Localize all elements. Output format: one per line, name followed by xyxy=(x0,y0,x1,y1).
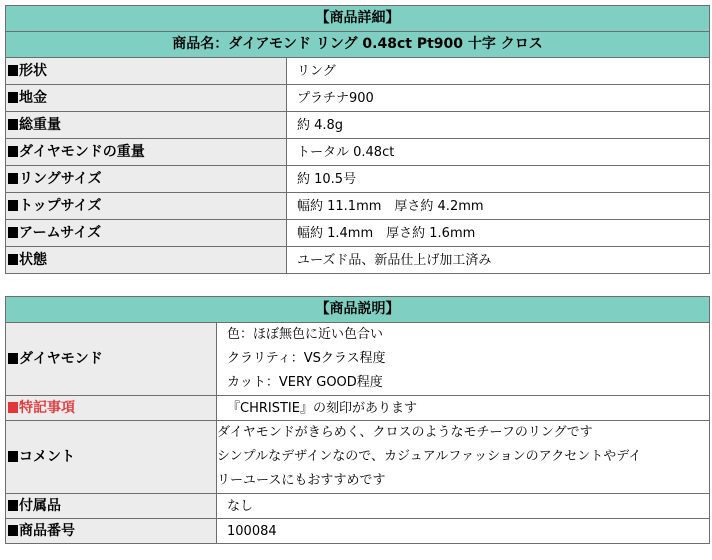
detail-label: 総重量 xyxy=(19,116,61,133)
detail-label: 状態 xyxy=(19,251,47,268)
detail-row xyxy=(6,166,710,193)
detail-value: トータル 0.48ct xyxy=(287,139,710,166)
detail-row xyxy=(6,139,710,166)
detail-row xyxy=(6,85,710,112)
square-bullet-icon xyxy=(8,525,18,536)
comment-line: リーユースにもおすすめです xyxy=(217,473,386,488)
accessories-value: なし xyxy=(217,494,710,519)
detail-label: 地金 xyxy=(19,89,47,106)
diamond-label: ダイヤモンド xyxy=(19,350,103,367)
detail-row xyxy=(6,247,710,274)
special-notes-row xyxy=(6,396,710,421)
detail-value: 約 4.8g xyxy=(287,112,710,139)
detail-row xyxy=(6,220,710,247)
square-bullet-icon xyxy=(8,500,18,511)
product-description-table xyxy=(5,296,710,544)
accessories-row xyxy=(6,494,710,519)
special-notes-value: 『CHRISTIE』の刻印があります xyxy=(217,396,710,421)
details-header: 【商品詳細】 xyxy=(6,6,710,32)
square-bullet-icon xyxy=(8,146,18,157)
detail-value: リング xyxy=(287,58,710,85)
square-bullet-icon xyxy=(8,402,18,413)
special-notes-label: 特記事項 xyxy=(19,399,75,416)
diamond-color: 色：ほぼ無色に近い色合い xyxy=(227,327,384,342)
comment-label: コメント xyxy=(19,448,75,465)
comment-line: シンプルなデザインなので、カジュアルファッションのアクセントやデイ xyxy=(217,449,642,464)
product-details-table xyxy=(5,5,710,274)
detail-value: 幅約 11.1mm 厚さ約 4.2mm xyxy=(287,193,710,220)
detail-row xyxy=(6,112,710,139)
product-name: 商品名：ダイアモンド リング 0.48ct Pt900 十字 クロス xyxy=(6,32,710,58)
product-number-label: 商品番号 xyxy=(19,522,75,539)
square-bullet-icon xyxy=(8,451,18,462)
square-bullet-icon xyxy=(8,200,18,211)
product-number-row xyxy=(6,519,710,544)
square-bullet-icon xyxy=(8,353,18,364)
detail-value: ユーズド品、新品仕上げ加工済み xyxy=(287,247,710,274)
square-bullet-icon xyxy=(8,119,18,130)
diamond-row xyxy=(6,323,710,396)
detail-label: リングサイズ xyxy=(19,170,102,187)
comment-row xyxy=(6,421,710,494)
detail-label: ダイヤモンドの重量 xyxy=(19,143,145,160)
square-bullet-icon xyxy=(8,254,18,265)
comment-line: ダイヤモンドがきらめく、クロスのようなモチーフのリングです xyxy=(217,425,593,440)
square-bullet-icon xyxy=(8,173,18,184)
diamond-cut: カット：VERY GOOD程度 xyxy=(227,375,383,390)
detail-value: 約 10.5号 xyxy=(287,166,710,193)
detail-label: 形状 xyxy=(19,62,47,79)
detail-value: 幅約 1.4mm 厚さ約 1.6mm xyxy=(287,220,710,247)
diamond-clarity: クラリティ：VSクラス程度 xyxy=(227,351,386,366)
comment-text xyxy=(217,421,710,494)
description-header: 【商品説明】 xyxy=(6,297,710,323)
square-bullet-icon xyxy=(8,227,18,238)
diamond-details xyxy=(217,323,710,396)
square-bullet-icon xyxy=(8,65,18,76)
detail-row xyxy=(6,193,710,220)
detail-value: プラチナ900 xyxy=(287,85,710,112)
square-bullet-icon xyxy=(8,92,18,103)
detail-label: アームサイズ xyxy=(19,224,102,241)
product-number-value: 100084 xyxy=(217,519,710,544)
detail-row xyxy=(6,58,710,85)
accessories-label: 付属品 xyxy=(19,497,61,514)
detail-label: トップサイズ xyxy=(19,197,102,214)
